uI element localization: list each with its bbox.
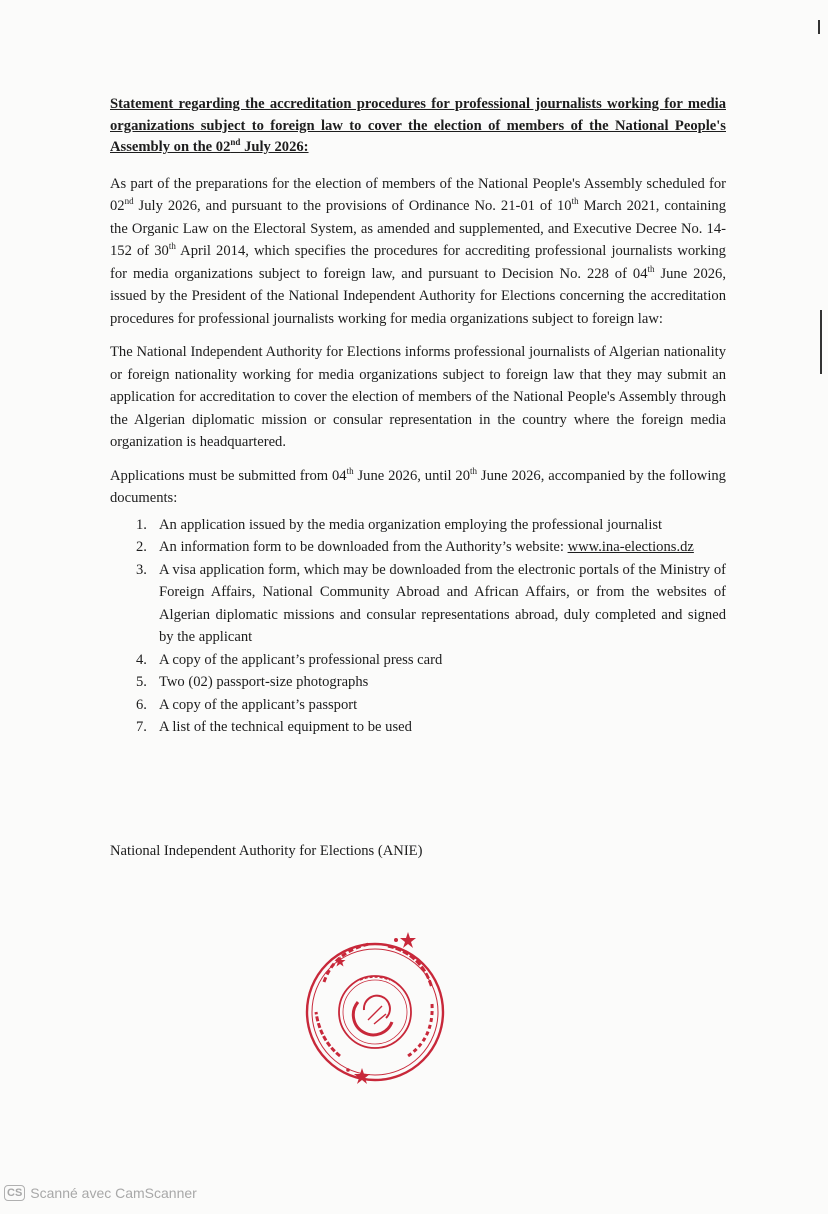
official-seal-icon [300,922,450,1092]
announcement-paragraph: The National Independent Authority for Elections informs professional journalists of Algerian nationality or foreign nationality working for media organizations subject to foreign law that they may submit an application for accreditation to cover the election of members of the National People's Assembly through the Algerian diplomatic mission or consular representation in the country where the foreign media organization is headquartered. [110,344,726,450]
list-item: 3. A visa application form, which may be downloaded from the electronic portals of the Ministry of Foreign Affairs, National Community Abroad and African Affairs, or from the websites of Algerian diplomatic missions and consular representations abroad, duly completed and signed by the applicant [136,561,726,645]
list-item: 6. A copy of the applicant’s passport [136,696,358,713]
list-item: 2. An information form to be downloaded from the Authority’s website: www.ina-elections.dz [136,539,694,555]
camscanner-watermark [4,1185,197,1201]
list-item: 5. Two (02) passport-size photographs [136,674,369,690]
document-title: Statement regarding the accreditation procedures for professional journalists working for media organizations subject to foreign law to cover the election of members of the National People's Assembly on the 02nd July 2026: [110,96,726,155]
camscanner-logo-icon: CS [4,1185,25,1201]
submission-paragraph: Applications must be submitted from 04th June 2026, until 20th June 2026, accompanied by the following documents: [110,465,726,506]
camscanner-watermark-text: Scanné avec CamScanner [30,1185,197,1201]
list-item: 1. An application issued by the media organization employing the professional journalist [136,516,663,533]
website-link[interactable]: www.ina-elections.dz [567,539,694,555]
scan-edge-mark-top [818,20,820,34]
intro-paragraph: As part of the preparations for the election of members of the National People's Assembly scheduled for 02nd July 2026, and pursuant to the provisions of Ordinance No. 21-01 of 10th March 2021, containing the Organic Law on the Electoral System, as amended and supplemented, and Executive Decree No. 14-152 of 30th April 2014, which specifies the procedures for accrediting professional journalists working for media organizations subject to foreign law, and pursuant to Decision No. 228 of 04th June 2026, issued by the President of the National Independent Authority for Elections concerning the accreditation procedures for professional journalists working for media organizations subject to foreign law: [110,175,726,327]
signature-authority: National Independent Authority for Elections (ANIE) [110,843,423,859]
scan-edge-mark-right [820,310,822,374]
document-body [110,94,726,739]
documents-list [110,514,726,739]
list-item: 4. A copy of the applicant’s professional press card [136,651,443,668]
list-item: 7. A list of the technical equipment to be used [136,719,412,735]
